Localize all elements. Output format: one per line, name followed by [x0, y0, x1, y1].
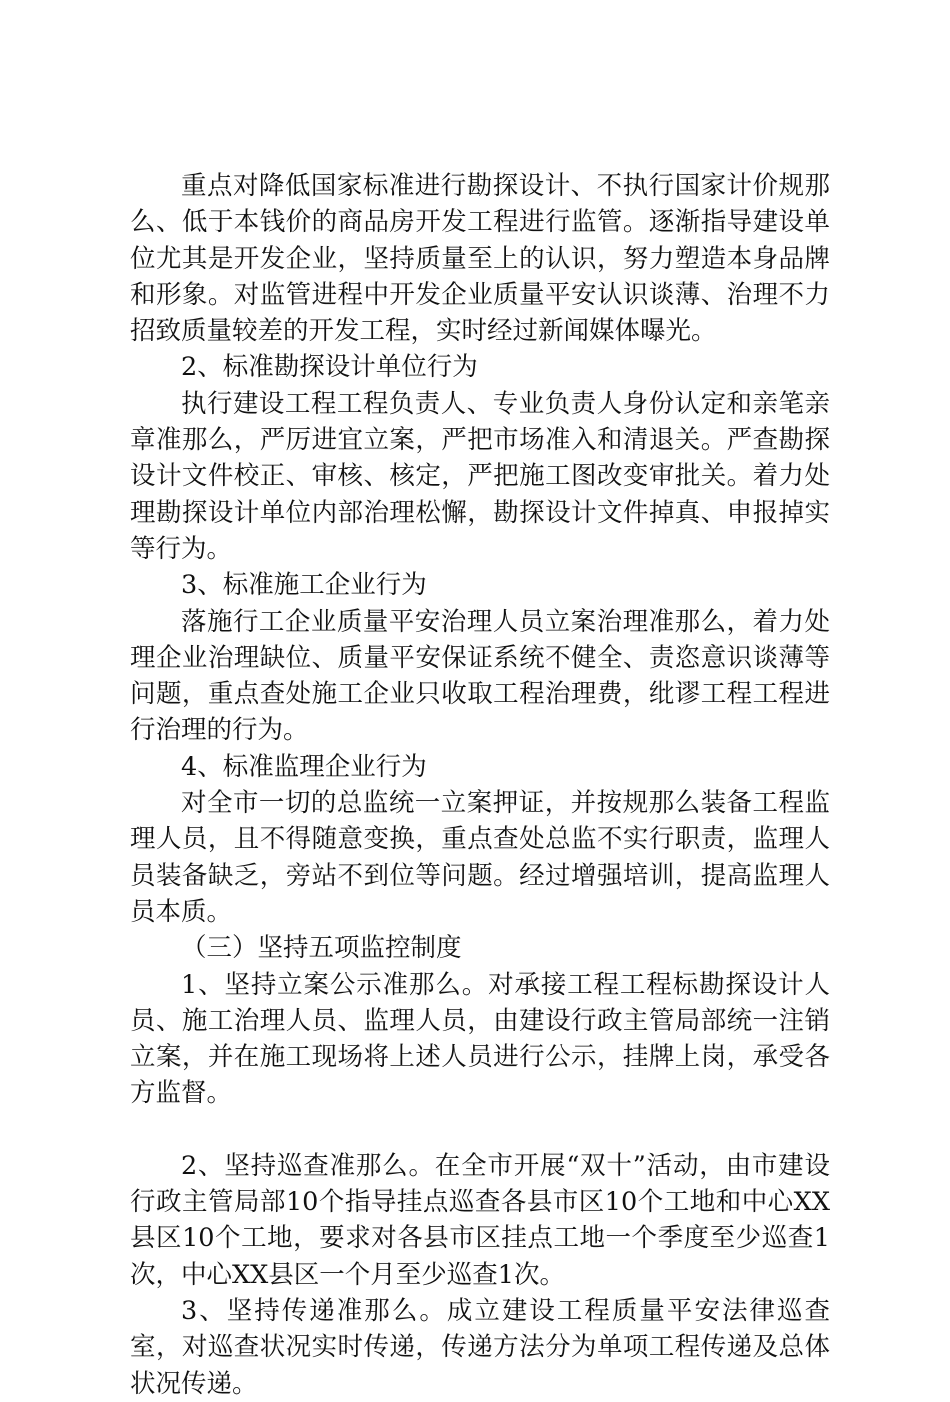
document-body: [130, 168, 830, 1402]
section-heading-five-controls: （三）坚持五项监控制度: [181, 933, 462, 964]
heading-survey-design-units: 2、标准勘探设计单位行为: [181, 352, 478, 383]
paragraph-survey-design-units: 执行建设工程工程负责人、专业负责人身份认定和亲笔亲章准那么，严厉进宜立案，严把市场准入和清退关。严查勘探设计文件校正、审核、核定，严把施工图改变审批关。着力处理勘探设计单位内部治理松懈，勘探设计文件掉真、申报掉实等行为。: [130, 388, 830, 564]
paragraph-developer-supervision: 重点对降低国家标准进行勘探设计、不执行国家计价规那么、低于本钱价的商品房开发工程进行监管。逐渐指导建设单位尤其是开发企业，坚持质量至上的认识，努力塑造本身品牌和形象。对监管进程中开发企业质量平安认识谈薄、治理不力招致质量较差的开发工程，实时经过新闻媒体曝光。: [130, 171, 830, 347]
paragraph-reporting: 3、坚持传递准那么。成立建设工程质量平安法律巡查室，对巡查状况实时传递，传递方法分为单项工程传递及总体状况传递。: [130, 1295, 830, 1399]
paragraph-filing-publicity: 1、坚持立案公示准那么。对承接工程工程标勘探设计人员、施工治理人员、监理人员，由建设行政主管局部统一注销立案，并在施工现场将上述人员进行公示，挂牌上岗，承受各方监督。: [130, 969, 830, 1109]
paragraph-inspection: 2、坚持巡查准那么。在全市开展“双十”活动，由市建设行政主管局部10个指导挂点巡查各县市区10个工地和中心XX县区10个工地，要求对各县市区挂点工地一个季度至少巡查1次，中心XX县区一个月至少巡查1次。: [130, 1150, 830, 1290]
heading-construction-enterprises: 3、标准施工企业行为: [181, 570, 427, 601]
paragraph-construction-enterprises: 落施行工企业质量平安治理人员立案治理准那么，着力处理企业治理缺位、质量平安保证系统不健全、责恣意识谈薄等问题，重点查处施工企业只收取工程治理费，纰谬工程工程进行治理的行为。: [130, 606, 830, 746]
heading-supervision-enterprises: 4、标准监理企业行为: [181, 751, 427, 782]
paragraph-supervision-enterprises: 对全市一切的总监统一立案押证，并按规那么装备工程监理人员，且不得随意变换，重点查处总监不实行职责，监理人员装备缺乏，旁站不到位等问题。经过增强培训，提高监理人员本质。: [130, 788, 830, 927]
